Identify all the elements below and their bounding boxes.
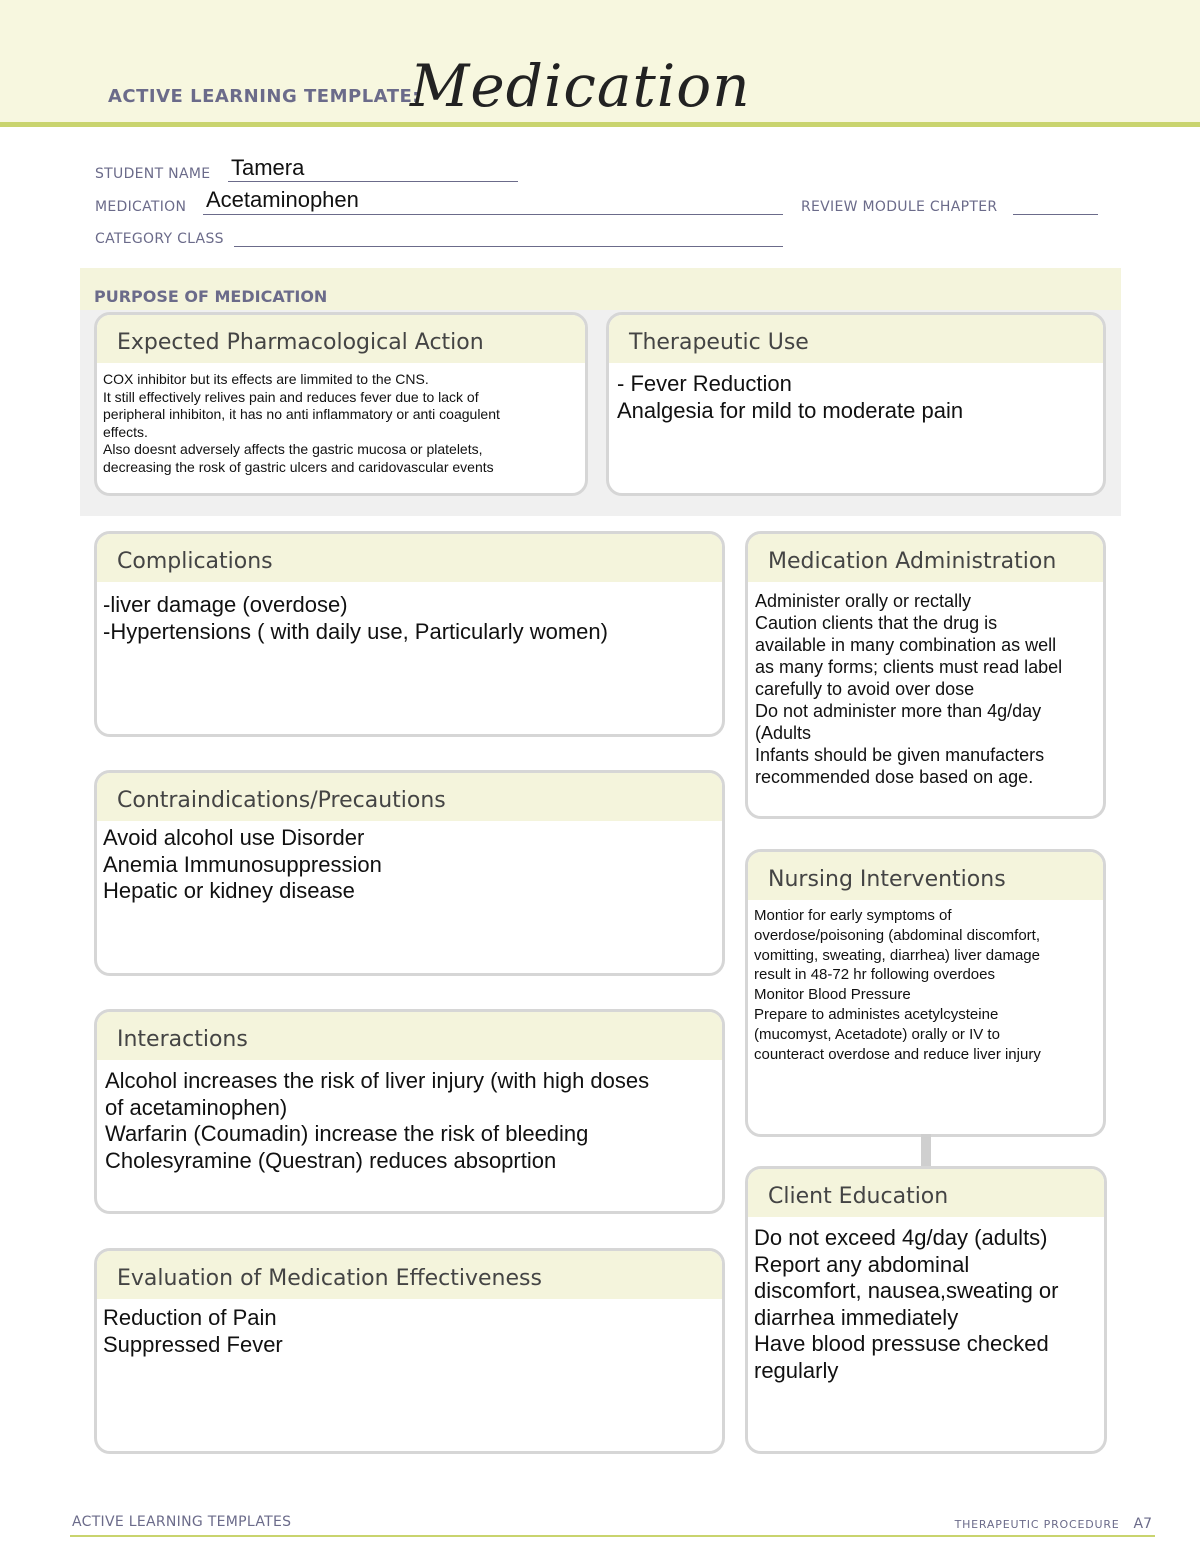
contraindications-heading: Contraindications/Precautions — [97, 773, 722, 823]
medication-administration-text[interactable]: Administer orally or rectally Caution clients that the drug is available in many combination as well as many forms; clients must read label carefully to avoid over dose Do not administer more than 4g/day (Adults Infants should be given manufacters recommended dose based on age. — [755, 591, 1063, 787]
complications-heading: Complications — [97, 534, 722, 584]
therapeutic-use-heading: Therapeutic Use — [609, 315, 1103, 365]
client-education-heading: Client Education — [748, 1169, 1104, 1219]
template-label: ACTIVE LEARNING TEMPLATE: — [108, 86, 420, 107]
purpose-title: PURPOSE OF MEDICATION — [94, 287, 328, 306]
contraindications-box — [94, 770, 725, 976]
student-name-line — [228, 181, 518, 182]
evaluation-heading: Evaluation of Medication Effectiveness — [97, 1251, 722, 1301]
interactions-box — [94, 1009, 725, 1214]
expected-action-text[interactable]: COX inhibitor but its effects are limmited to the CNS. It still effectively relives pain and reduces fever due to lack of peripheral inhibiton, it has no anti inflammatory or anti coagulent effects. Also doesnt adversely affects the gastric mucosa or platelets, decreasing the rosk of gastric ulcers and caridovascular events — [103, 371, 500, 475]
expected-action-heading: Expected Pharmacological Action — [97, 315, 585, 365]
student-name-field[interactable]: Tamera — [231, 155, 305, 180]
page-number: A7 — [1133, 1516, 1152, 1532]
medication-label: MEDICATION — [95, 199, 187, 215]
complications-box — [94, 531, 725, 737]
footer-rule — [70, 1535, 1155, 1537]
therapeutic-use-box — [606, 312, 1106, 496]
client-education-text[interactable]: Do not exceed 4g/day (adults) Report any abdominal discomfort, nausea,sweating or diarrhea immediately Have blood pressuse checked regularly — [754, 1225, 1059, 1383]
therapeutic-use-text[interactable]: - Fever Reduction Analgesia for mild to moderate pain — [617, 371, 964, 423]
contraindications-text[interactable]: Avoid alcohol use Disorder Anemia Immunosuppression Hepatic or kidney disease — [103, 825, 382, 903]
footer-right — [955, 1516, 1152, 1532]
medication-field[interactable]: Acetaminophen — [206, 187, 359, 212]
category-class-label: CATEGORY CLASS — [95, 231, 224, 247]
evaluation-box — [94, 1248, 725, 1454]
evaluation-text[interactable]: Reduction of Pain Suppressed Fever — [103, 1305, 283, 1357]
review-module-label: REVIEW MODULE CHAPTER — [801, 199, 998, 215]
interactions-heading: Interactions — [97, 1012, 722, 1062]
medication-administration-box — [745, 531, 1106, 819]
interactions-text[interactable]: Alcohol increases the risk of liver injury (with high doses of acetaminophen) Warfarin (Coumadin) increase the risk of bleeding Cholesyramine (Questran) reduces absoprtion — [105, 1068, 650, 1173]
header-rule — [0, 122, 1200, 127]
footer-right-label: THERAPEUTIC PROCEDURE — [954, 1518, 1120, 1531]
student-name-label: STUDENT NAME — [95, 166, 211, 182]
expected-action-box — [94, 312, 588, 496]
client-education-box — [745, 1166, 1107, 1454]
nursing-interventions-box — [745, 849, 1106, 1137]
nursing-interventions-text[interactable]: Montior for early symptoms of overdose/poisoning (abdominal discomfort, vomitting, sweating, diarrhea) liver damage result in 48-72 hr following overdoes Monitor Blood Pressure Prepare to administes acetylcysteine (mucomyst, Acetadote) orally or IV to counteract overdose and reduce liver injury — [754, 907, 1041, 1063]
page-title: Medication — [410, 52, 751, 120]
complications-text[interactable]: -liver damage (overdose) -Hypertensions ( with daily use, Particularly women) — [103, 592, 608, 644]
review-module-field[interactable] — [1013, 214, 1098, 215]
nursing-interventions-heading: Nursing Interventions — [748, 852, 1103, 902]
category-class-field[interactable] — [234, 246, 783, 247]
connector-bar — [921, 1134, 931, 1166]
footer-left-label: ACTIVE LEARNING TEMPLATES — [72, 1514, 292, 1530]
medication-administration-heading: Medication Administration — [748, 534, 1103, 584]
medication-line — [203, 214, 783, 215]
